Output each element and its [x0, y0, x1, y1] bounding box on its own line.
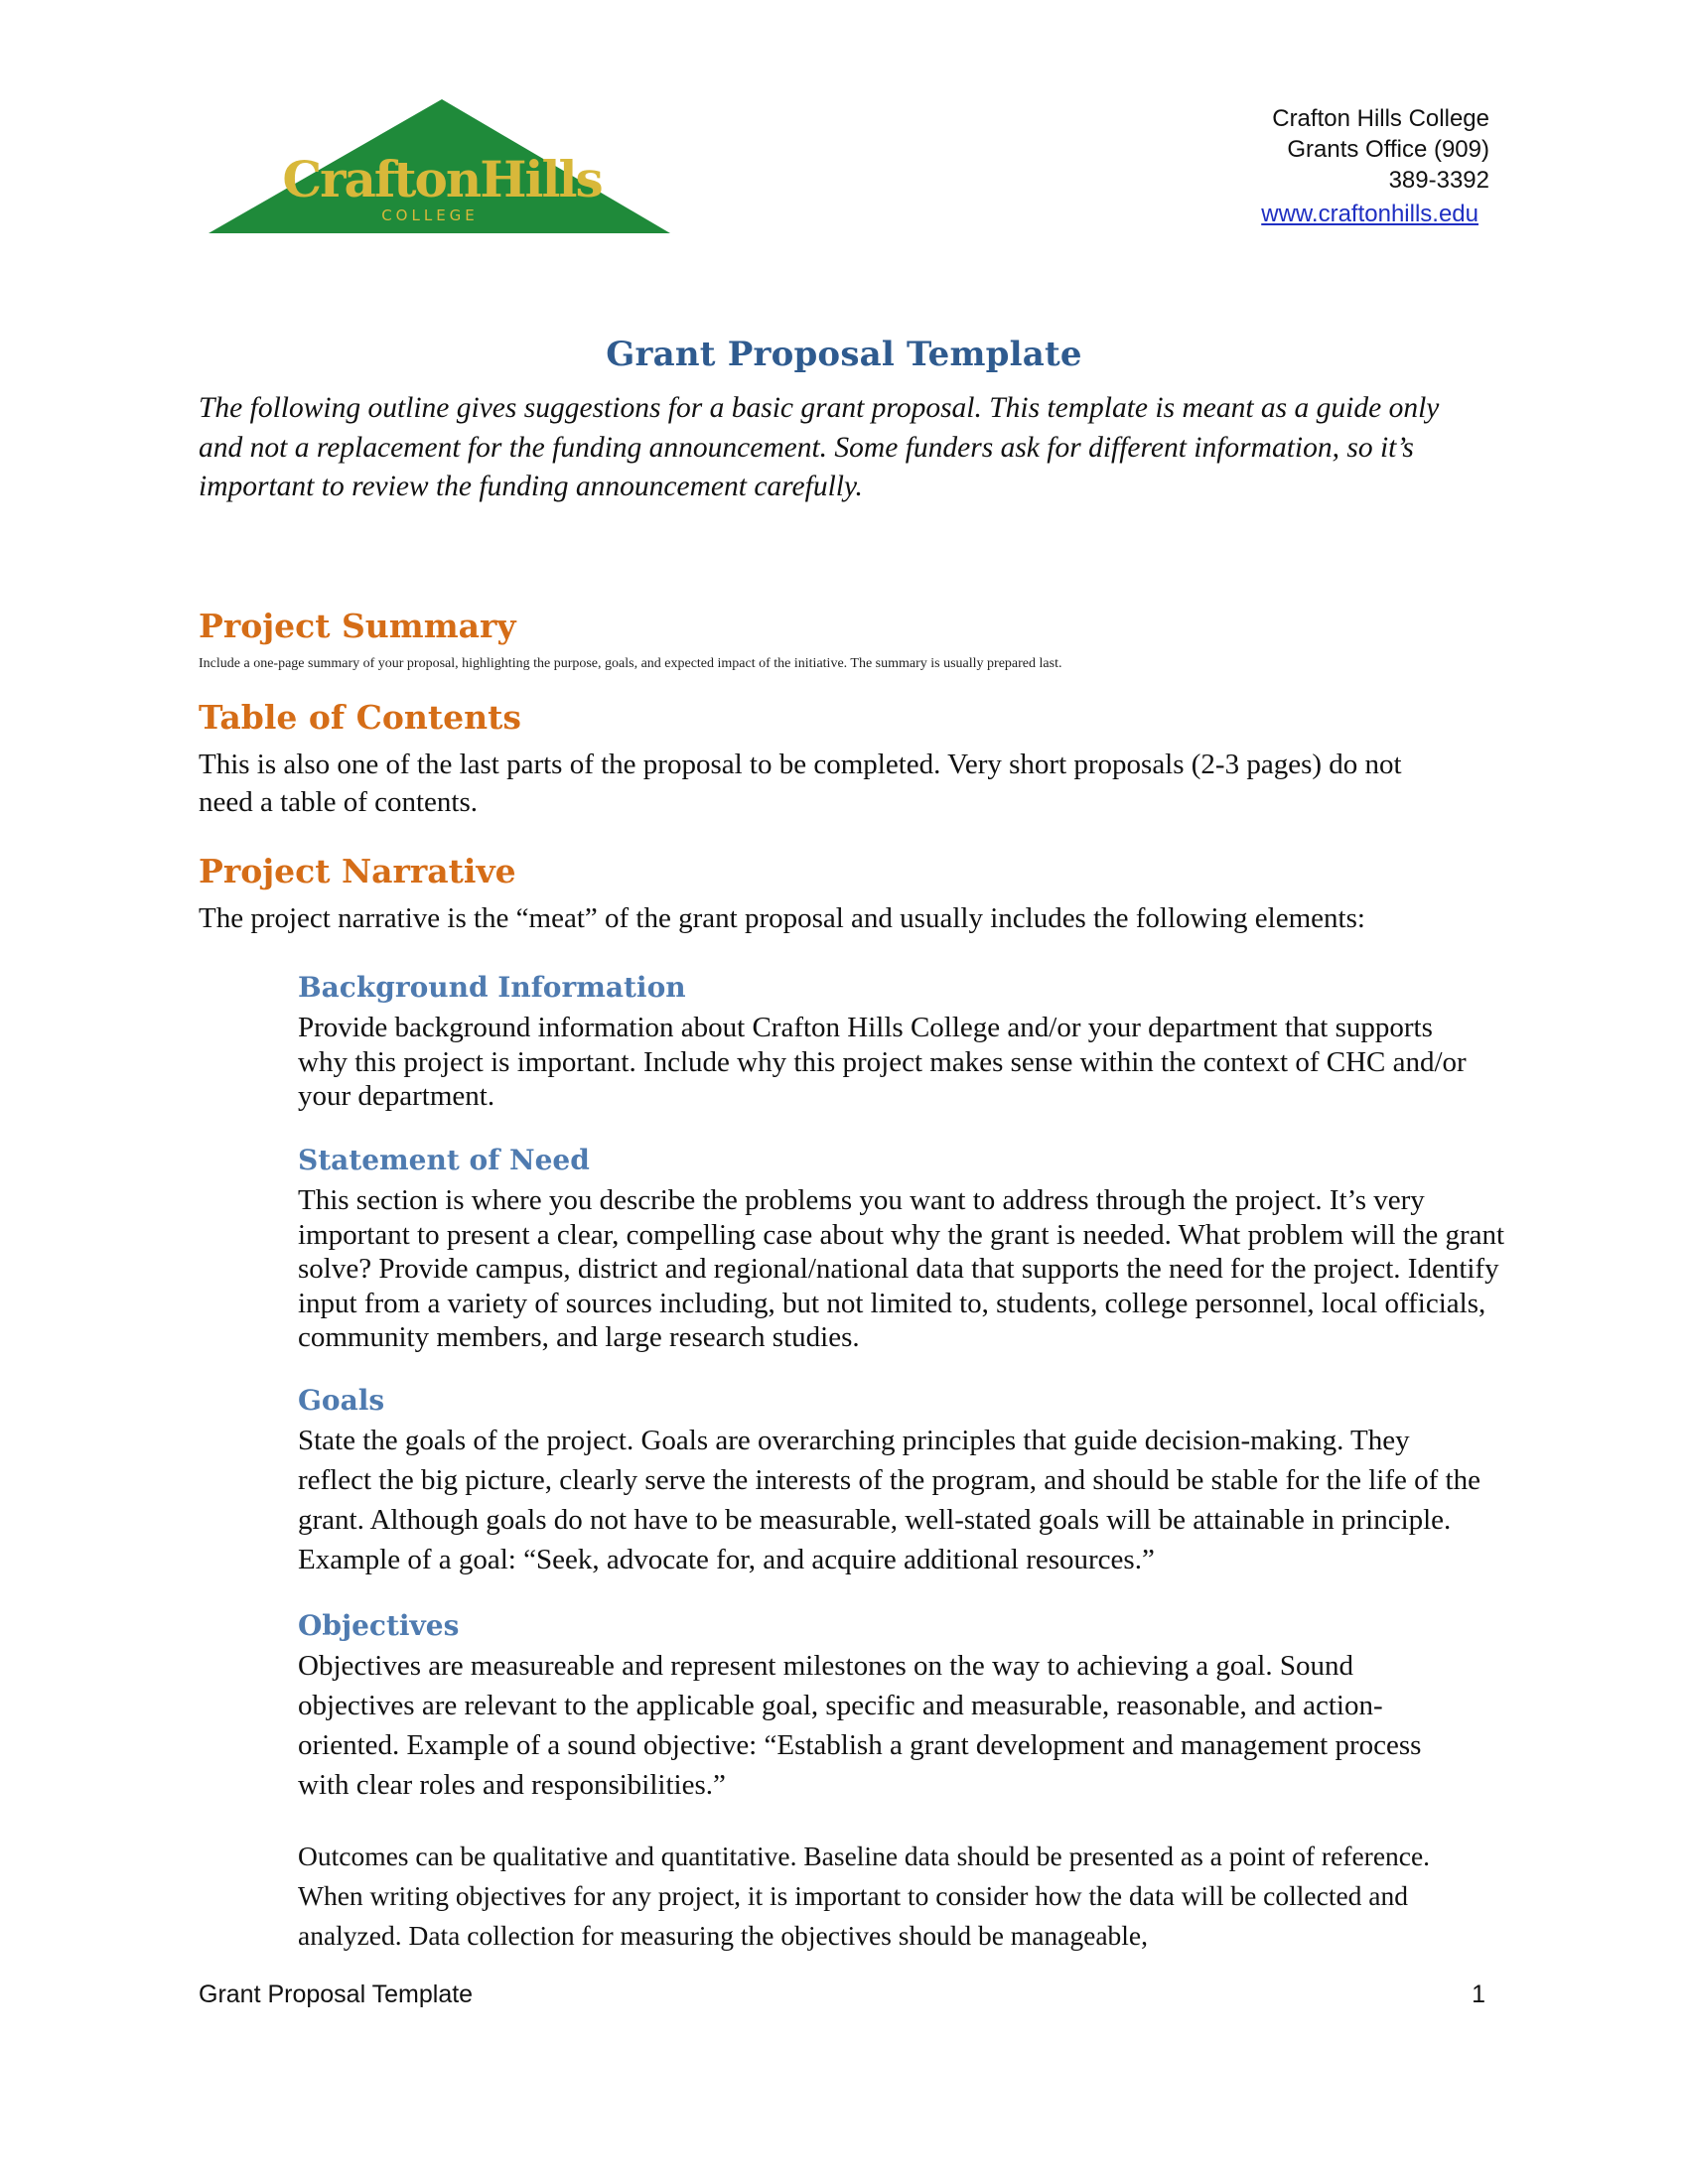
logo-subtext: COLLEGE: [381, 206, 479, 224]
website-link[interactable]: www.craftonhills.edu: [1261, 201, 1478, 227]
objectives-text: Objectives are measureable and represent milestones on the way to achieving a goal. Sound objectives are relevant to the applicable goal, specific and measurable, reasonable, and action-oriented. Example of a sound objective: “Establish a grant development and management process with clear roles and responsibilities.”: [298, 1650, 1422, 1801]
document-title: Grant Proposal Template: [606, 335, 1082, 374]
statement-of-need-text: This section is where you describe the problems you want to address through the project. It’s very important to present a clear, compelling case about why the grant is needed. What problem will the grant solve? Provide campus, district and regional/national data that supports the need for the project. Identify input from a variety of sources including, but not limited to, students, college personnel, local officials, community members, and large research studies.: [298, 1184, 1505, 1353]
page-number: 1: [1472, 1980, 1485, 2008]
objectives-heading: Objectives: [298, 1609, 460, 1642]
footer-title: Grant Proposal Template: [199, 1980, 474, 2008]
crafton-hills-logo: [204, 94, 675, 238]
goals-heading: Goals: [298, 1384, 385, 1417]
project-narrative-text: The project narrative is the “meat” of the grant proposal and usually includes the following elements:: [199, 902, 1365, 934]
grants-office: Grants Office (909): [1287, 136, 1489, 163]
goals-text: State the goals of the project. Goals are overarching principles that guide decision-making. They reflect the big picture, clearly serve the interests of the program, and should be stable for the life of the grant. Although goals do not have to be measurable, well-stated goals will be attainable in principle. Example of a goal: “Seek, advocate for, and acquire additional resources.”: [298, 1425, 1480, 1575]
phone-number: 389-3392: [1388, 167, 1489, 194]
outcomes-text: Outcomes can be qualitative and quantitative. Baseline data should be presented as a point of reference. When writing objectives for any project, it is important to consider how the data will be collected and analyzed. Data collection for measuring the objectives should be manageable,: [298, 1841, 1431, 1951]
intro-paragraph: The following outline gives suggestions for a basic grant proposal. This template is meant as a guide only and not a replacement for the funding announcement. Some funders ask for different information, so it’s important to review the funding announcement carefully.: [199, 392, 1440, 502]
project-summary-text: Include a one-page summary of your proposal, highlighting the purpose, goals, and expected impact of the initiative. The summary is usually prepared last.: [199, 656, 1062, 671]
contact-block: [1172, 103, 1489, 229]
background-information-text: Provide background information about Crafton Hills College and/or your department that supports why this project is important. Include why this project makes sense within the context of CHC and/or your department.: [298, 1012, 1467, 1112]
table-of-contents-text: This is also one of the last parts of the proposal to be completed. Very short proposals (2-3 pages) do not need a table of contents.: [199, 749, 1402, 818]
statement-of-need-heading: Statement of Need: [298, 1144, 590, 1176]
project-narrative-heading: Project Narrative: [199, 852, 516, 890]
logo-wordmark: CraftonHills: [282, 150, 602, 208]
project-summary-heading: Project Summary: [199, 607, 516, 645]
background-information-heading: Background Information: [298, 971, 686, 1004]
college-name: Crafton Hills College: [1272, 105, 1489, 132]
table-of-contents-heading: Table of Contents: [199, 698, 521, 737]
